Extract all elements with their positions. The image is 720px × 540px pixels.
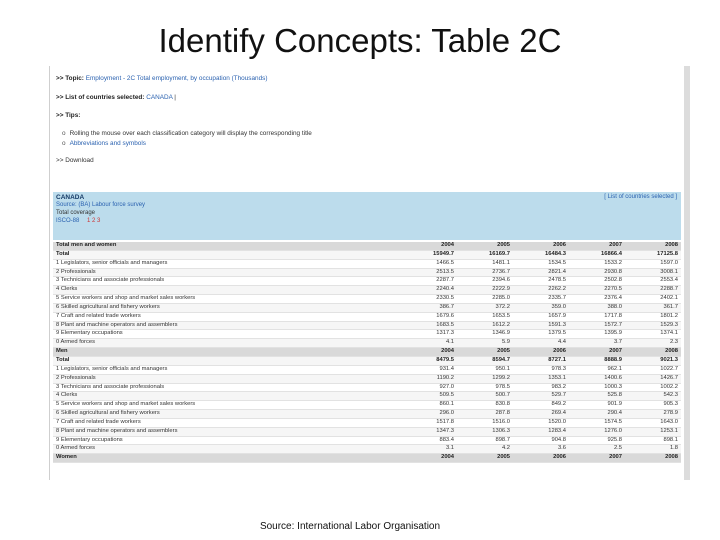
table-cell: 386.7 [401,303,457,312]
table-cell: 2736.7 [457,268,513,277]
row-label[interactable]: Total [53,356,401,365]
table-cell: 1306.3 [457,427,513,436]
table-cell: 2287.7 [401,277,457,286]
table-cell: 898.1 [625,436,681,445]
row-label[interactable]: 9 Elementary occupations [53,330,401,339]
table-cell: 2513.5 [401,268,457,277]
row-label[interactable]: 0 Armed forces [53,445,401,454]
table-cell: 1683.5 [401,321,457,330]
table-cell: 388.0 [569,303,625,312]
row-label[interactable]: 6 Skilled agricultural and fishery workers [53,410,401,419]
table-cell: 860.1 [401,401,457,410]
table-cell: 2330.5 [401,295,457,304]
table-row [53,339,681,348]
table-cell: 2270.5 [569,286,625,295]
row-label[interactable]: 8 Plant and machine operators and assemblers [53,321,401,330]
table-row [53,321,681,330]
row-label[interactable]: 8 Plant and machine operators and assemblers [53,427,401,436]
country-panel [53,192,681,240]
row-label[interactable]: 3 Technicians and associate professionals [53,277,401,286]
table-cell: 2553.4 [625,277,681,286]
table-cell: 1516.0 [457,418,513,427]
table-section-header [53,242,681,250]
table-cell: 1253.1 [625,427,681,436]
row-label[interactable]: 2 Professionals [53,268,401,277]
table-cell: 2502.8 [569,277,625,286]
table-cell: 1574.5 [569,418,625,427]
table-row [53,303,681,312]
table-cell: 925.8 [569,436,625,445]
year-header: 2007 [569,454,625,463]
table-cell: 2.5 [569,445,625,454]
table-cell: 927.0 [401,383,457,392]
table-cell: 1283.4 [513,427,569,436]
table-cell: 269.4 [513,410,569,419]
table-section-header [53,454,681,463]
year-header: 2007 [569,242,625,250]
row-label[interactable]: 2 Professionals [53,374,401,383]
table-row [53,330,681,339]
page-links[interactable]: 1 2 3 [87,218,101,224]
table-row [53,401,681,410]
table-cell: 1717.8 [569,312,625,321]
table-row [53,295,681,304]
row-label[interactable]: 5 Service workers and shop and market sales workers [53,295,401,304]
table-cell: 2402.1 [625,295,681,304]
table-cell: 950.1 [457,365,513,374]
year-header: 2008 [625,454,681,463]
table-cell: 296.0 [401,410,457,419]
table-row [53,445,681,454]
table-row [53,365,681,374]
table-cell: 1591.3 [513,321,569,330]
table-cell: 1.8 [625,445,681,454]
table-cell: 2376.4 [569,295,625,304]
table-cell: 3008.1 [625,268,681,277]
row-label[interactable]: 4 Clerks [53,392,401,401]
employment-table [53,242,681,463]
table-cell: 962.1 [569,365,625,374]
table-cell: 3.6 [513,445,569,454]
table-cell: 1276.0 [569,427,625,436]
year-header: 2004 [401,348,457,357]
table-cell: 1190.2 [401,374,457,383]
table-cell: 359.0 [513,303,569,312]
table-cell: 8479.5 [401,356,457,365]
countries-line: >> List of countries selected: CANADA | [56,94,176,101]
table-cell: 2222.9 [457,286,513,295]
row-label[interactable]: 7 Craft and related trade workers [53,312,401,321]
table-cell: 1657.9 [513,312,569,321]
topic-prefix: >> Topic: [56,75,84,82]
row-label[interactable]: 1 Legislators, senior officials and managers [53,365,401,374]
table-cell: 9021.3 [625,356,681,365]
table-cell: 2262.2 [513,286,569,295]
table-cell: 1643.0 [625,418,681,427]
row-label[interactable]: 6 Skilled agricultural and fishery workers [53,303,401,312]
table-cell: 1400.6 [569,374,625,383]
year-header: 2007 [569,348,625,357]
year-header: 2006 [513,348,569,357]
country-selected[interactable]: CANADA [146,94,173,101]
table-cell: 16484.3 [513,250,569,259]
slide-source: Source: International Labor Organisation [259,521,441,532]
table-cell: 1395.9 [569,330,625,339]
table-cell: 931.4 [401,365,457,374]
table-cell: 542.3 [625,392,681,401]
table-cell: 1534.5 [513,259,569,268]
table-row [53,268,681,277]
row-label[interactable]: Total [53,250,401,259]
table-row [53,383,681,392]
table-cell: 500.7 [457,392,513,401]
year-header: 2005 [457,242,513,250]
row-label[interactable]: 7 Craft and related trade workers [53,418,401,427]
table-cell: 372.2 [457,303,513,312]
screenshot-panel [49,66,690,480]
table-cell: 1612.2 [457,321,513,330]
table-row [53,410,681,419]
table-cell: 898.7 [457,436,513,445]
table-cell: 4.2 [457,445,513,454]
table-cell: 1517.8 [401,418,457,427]
table-cell: 529.7 [513,392,569,401]
table-cell: 978.5 [457,383,513,392]
table-row [53,312,681,321]
table-row [53,259,681,268]
row-label[interactable]: 3 Technicians and associate professionals [53,383,401,392]
table-cell: 1426.7 [625,374,681,383]
row-label[interactable]: 0 Armed forces [53,339,401,348]
list-countries-link[interactable]: [ List of countries selected ] [604,194,677,200]
table-cell: 1353.1 [513,374,569,383]
table-cell: 2288.7 [625,286,681,295]
table-cell: 525.8 [569,392,625,401]
section-title: Total men and women [53,242,401,250]
year-header: 2008 [625,242,681,250]
table-cell: 290.4 [569,410,625,419]
tips-line [56,112,80,119]
table-cell: 2394.6 [457,277,513,286]
download-label[interactable]: >> Download [56,157,94,164]
year-header: 2005 [457,454,513,463]
table-cell: 1533.2 [569,259,625,268]
table-cell: 2821.4 [513,268,569,277]
table-row [53,436,681,445]
table-cell: 4.4 [513,339,569,348]
table-cell: 278.9 [625,410,681,419]
coverage-label: Total coverage [56,210,96,216]
table-cell: 1379.5 [513,330,569,339]
table-cell: 287.8 [457,410,513,419]
table-cell: 5.9 [457,339,513,348]
table-cell: 3.1 [401,445,457,454]
table-cell: 1520.0 [513,418,569,427]
abbreviations-link[interactable]: Abbreviations and symbols [69,140,146,147]
table-cell: 1572.7 [569,321,625,330]
table-cell: 2.3 [625,339,681,348]
row-label[interactable]: 4 Clerks [53,286,401,295]
countries-prefix: >> List of countries selected: [56,94,145,101]
year-header: 2006 [513,454,569,463]
table-cell: 16866.4 [569,250,625,259]
table-cell: 1002.2 [625,383,681,392]
table-cell: 1000.3 [569,383,625,392]
table-cell: 3.7 [569,339,625,348]
table-row [53,286,681,295]
table-section-header [53,348,681,357]
year-header: 2006 [513,242,569,250]
table-cell: 2478.5 [513,277,569,286]
pagination[interactable] [56,218,100,224]
table-cell: 1481.1 [457,259,513,268]
table-cell: 8727.1 [513,356,569,365]
isco-link[interactable]: ISCO-88 [56,218,80,224]
table-row [53,418,681,427]
table-cell: 849.2 [513,401,569,410]
table-cell: 16169.7 [457,250,513,259]
table-cell: 509.5 [401,392,457,401]
row-label[interactable]: 5 Service workers and shop and market sales workers [53,401,401,410]
year-header: 2004 [401,454,457,463]
download-link[interactable] [56,157,94,164]
table-cell: 978.3 [513,365,569,374]
table-row [53,392,681,401]
table-cell: 1317.3 [401,330,457,339]
table-cell: 361.7 [625,303,681,312]
table-cell: 1299.2 [457,374,513,383]
table-cell: 883.4 [401,436,457,445]
year-header: 2008 [625,348,681,357]
table-cell: 830.8 [457,401,513,410]
country-name: CANADA [56,194,85,201]
table-cell: 8594.7 [457,356,513,365]
table-row [53,374,681,383]
table-cell: 905.3 [625,401,681,410]
table-cell: 4.1 [401,339,457,348]
table-row [53,356,681,365]
tip-item: o Rolling the mouse over each classification category will display the corresponding title [62,130,312,137]
section-title: Women [53,454,401,463]
topic-link[interactable]: Employment - 2C Total employment, by occupation (Thousands) [85,75,268,82]
table-row [53,427,681,436]
table-row [53,250,681,259]
topic-line [56,75,267,82]
tip-item[interactable]: o Abbreviations and symbols [62,140,146,147]
table-cell: 1529.3 [625,321,681,330]
table-cell: 904.8 [513,436,569,445]
table-cell: 1374.1 [625,330,681,339]
country-source[interactable]: Source: (BA) Labour force survey [56,202,146,208]
table-cell: 15949.7 [401,250,457,259]
slide-title: Identify Concepts: Table 2C [158,22,562,59]
table-row [53,277,681,286]
tip-text: Rolling the mouse over each classification category will display the corresponding title [69,130,312,137]
row-label[interactable]: 9 Elementary occupations [53,436,401,445]
table-cell: 983.2 [513,383,569,392]
table-cell: 1679.6 [401,312,457,321]
year-header: 2004 [401,242,457,250]
scrollbar[interactable] [684,66,690,480]
year-header: 2005 [457,348,513,357]
row-label[interactable]: 1 Legislators, senior officials and managers [53,259,401,268]
table-cell: 2335.7 [513,295,569,304]
table-cell: 2285.0 [457,295,513,304]
table-cell: 1347.3 [401,427,457,436]
table-cell: 1466.5 [401,259,457,268]
tips-prefix: >> Tips: [56,112,81,119]
section-title: Men [53,348,401,357]
table-cell: 1022.7 [625,365,681,374]
table-cell: 1597.0 [625,259,681,268]
table-cell: 1801.2 [625,312,681,321]
table-cell: 2240.4 [401,286,457,295]
table-cell: 1346.9 [457,330,513,339]
table-cell: 8888.9 [569,356,625,365]
table-cell: 1653.5 [457,312,513,321]
table-cell: 2930.8 [569,268,625,277]
table-cell: 901.9 [569,401,625,410]
table-cell: 17125.8 [625,250,681,259]
